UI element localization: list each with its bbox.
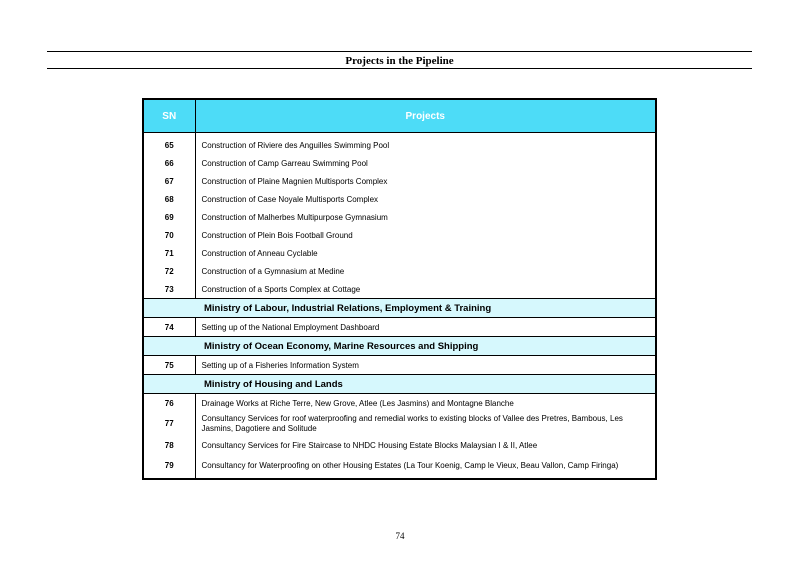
row-project: Construction of Plein Bois Football Ground	[195, 226, 656, 244]
table-row	[143, 172, 656, 190]
top-rule	[47, 51, 752, 52]
section-ministry-housing: Ministry of Housing and Lands	[143, 375, 656, 394]
row-sn: 65	[143, 133, 195, 155]
table-row	[143, 412, 656, 436]
table-row	[143, 133, 656, 155]
row-project: Setting up of the National Employment Dashboard	[195, 318, 656, 337]
table-row	[143, 154, 656, 172]
row-project: Setting up of a Fisheries Information System	[195, 356, 656, 375]
row-sn: 77	[143, 412, 195, 436]
section-ministry-labour: Ministry of Labour, Industrial Relations, Employment & Training	[143, 299, 656, 318]
header-projects: Projects	[195, 99, 656, 133]
row-project: Consultancy Services for roof waterproofing and remedial works to existing blocks of Vallee des Pretres, Bambous, Les Jasmins, Dagotiere and Solitude	[195, 412, 656, 436]
table-row	[143, 244, 656, 262]
row-sn: 71	[143, 244, 195, 262]
table-row	[143, 262, 656, 280]
row-sn: 78	[143, 436, 195, 454]
section-row	[143, 299, 656, 318]
table-row	[143, 394, 656, 413]
row-sn: 74	[143, 318, 195, 337]
row-project: Construction of Plaine Magnien Multisports Complex	[195, 172, 656, 190]
table-row	[143, 454, 656, 479]
row-sn: 68	[143, 190, 195, 208]
table-row	[143, 318, 656, 337]
table-row	[143, 190, 656, 208]
row-project: Construction of a Sports Complex at Cottage	[195, 280, 656, 299]
row-project: Drainage Works at Riche Terre, New Grove, Atlee (Les Jasmins) and Montagne Blanche	[195, 394, 656, 413]
table-row	[143, 436, 656, 454]
row-project: Consultancy Services for Fire Staircase to NHDC Housing Estate Blocks Malaysian I & II, Atlee	[195, 436, 656, 454]
projects-table	[142, 98, 657, 480]
row-sn: 79	[143, 454, 195, 479]
header-sn: SN	[143, 99, 195, 133]
page-number: 74	[395, 531, 405, 541]
row-sn: 70	[143, 226, 195, 244]
row-sn: 69	[143, 208, 195, 226]
table-row	[143, 208, 656, 226]
table-row	[143, 280, 656, 299]
row-sn: 67	[143, 172, 195, 190]
row-sn: 73	[143, 280, 195, 299]
row-project: Construction of Camp Garreau Swimming Pool	[195, 154, 656, 172]
row-sn: 66	[143, 154, 195, 172]
section-row	[143, 375, 656, 394]
row-project: Construction of Malherbes Multipurpose Gymnasium	[195, 208, 656, 226]
row-sn: 75	[143, 356, 195, 375]
row-sn: 76	[143, 394, 195, 413]
table-row	[143, 356, 656, 375]
row-project: Construction of Anneau Cyclable	[195, 244, 656, 262]
row-project: Construction of Riviere des Anguilles Swimming Pool	[195, 133, 656, 155]
row-project: Construction of Case Noyale Multisports Complex	[195, 190, 656, 208]
page-title: Projects in the Pipeline	[345, 55, 454, 67]
table-row	[143, 226, 656, 244]
section-row	[143, 337, 656, 356]
row-project: Consultancy for Waterproofing on other Housing Estates (La Tour Koenig, Camp le Vieux, Beau Vallon, Camp Firinga)	[195, 454, 656, 479]
title-underline	[47, 68, 752, 69]
row-sn: 72	[143, 262, 195, 280]
section-ministry-ocean-economy: Ministry of Ocean Economy, Marine Resources and Shipping	[143, 337, 656, 356]
row-project: Construction of a Gymnasium at Medine	[195, 262, 656, 280]
header-row	[143, 99, 656, 133]
